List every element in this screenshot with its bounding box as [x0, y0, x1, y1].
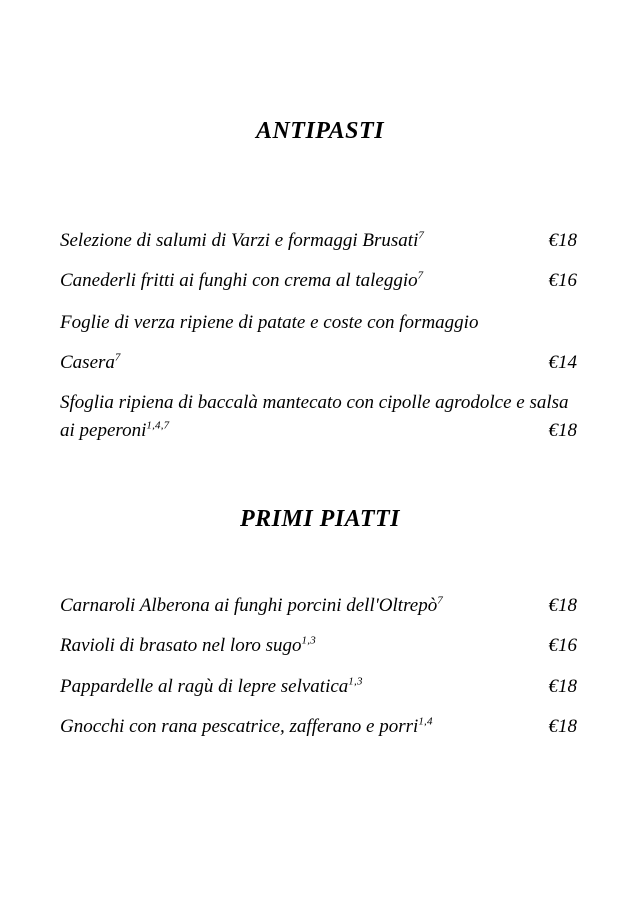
dish-name-text: Foglie di verza ripiene di patate e coste con formaggio — [60, 312, 479, 333]
item-price: €14 — [548, 352, 577, 373]
menu-item-row — [60, 592, 577, 620]
menu-item-row — [60, 349, 577, 377]
allergen-superscript: 1,4 — [418, 715, 433, 728]
allergen-superscript: 7 — [114, 351, 121, 364]
item-price: €18 — [548, 420, 577, 441]
allergen-superscript: 7 — [417, 269, 424, 282]
allergen-superscript: 1,3 — [301, 634, 316, 647]
item-price: €18 — [548, 595, 577, 616]
dish-name — [60, 230, 424, 251]
dish-name — [60, 312, 478, 333]
section-title-primi-piatti: PRIMI PIATTI — [239, 506, 401, 532]
dish-name-text: Carnaroli Alberona ai funghi porcini dell'Oltrepò — [60, 595, 438, 616]
dish-name-text: Casera — [60, 352, 115, 373]
dish-name — [60, 676, 363, 697]
menu-item-row — [60, 673, 577, 701]
dish-name — [60, 595, 443, 616]
dish-name-text: Pappardelle al ragù di lepre selvatica — [60, 676, 349, 697]
dish-name-text: Ravioli di brasato nel loro sugo — [60, 635, 302, 656]
item-price: €18 — [548, 230, 577, 251]
item-price: €16 — [548, 270, 577, 291]
menu-item-row — [60, 227, 577, 255]
dish-name-text: Canederli fritti ai funghi con crema al taleggio — [60, 270, 418, 291]
menu-item-row — [60, 267, 577, 295]
allergen-superscript: 1,3 — [348, 675, 363, 688]
allergen-superscript: 7 — [437, 594, 443, 607]
menu-item-row — [60, 713, 577, 741]
dish-name — [60, 392, 569, 441]
menu-item-row — [60, 632, 577, 660]
dish-name-text: Gnocchi con rana pescatrice, zafferano e porri — [60, 716, 419, 737]
menu-item-row — [60, 389, 577, 445]
menu-item-row — [60, 309, 577, 337]
section-title-antipasti: ANTIPASTI — [255, 118, 385, 144]
dish-name — [60, 270, 423, 291]
dish-name — [60, 635, 316, 656]
item-price: €18 — [548, 716, 577, 737]
item-price: €16 — [548, 635, 577, 656]
dish-name — [60, 716, 433, 737]
dish-name-text: Selezione di salumi di Varzi e formaggi Brusati — [60, 230, 419, 251]
allergen-superscript: 1,4,7 — [146, 419, 170, 432]
dish-name-text: Sfoglia ripiena di baccalà mantecato con cipolle agrodolce e salsa ai peperoni — [60, 392, 569, 441]
dish-name — [60, 352, 121, 373]
item-price: €18 — [548, 676, 577, 697]
allergen-superscript: 7 — [418, 229, 425, 242]
